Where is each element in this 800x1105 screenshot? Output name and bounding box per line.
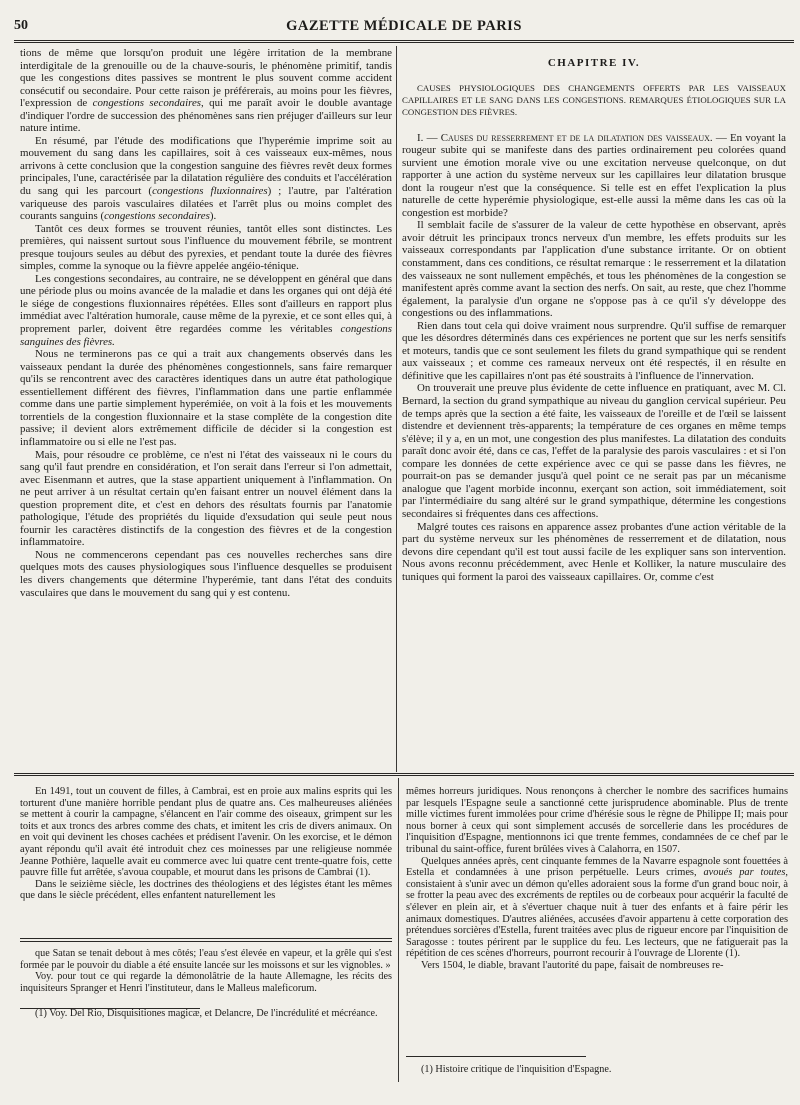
paragraph: Malgré toutes ces raisons en apparence assez probantes d'une action véritable de la part du système nerveux sur les phénomènes de resserrement et de dilatation, nous devons dire cependant qu'il est tout aussi facile de les expliquer sans son intervention. Nous avons reconnu précédemment, avec Henle et Kolliker, la nature musculaire des tuniques qui forment la paroi des vaisseaux capillaires. Or, comme c'est <box>402 520 786 583</box>
paragraph: Dans le seizième siècle, les doctrines des théologiens et des légistes étant les mêmes que dans le siècle précédent, elles enfantent naturellement les <box>20 878 392 902</box>
paragraph: En résumé, par l'étude des modifications que l'hyperémie imprime soit au mouvement du sang dans les capillaires, soit à ces vaisseaux eux-mêmes, nous arrivons à cette conclusion que la congestion sanguine des fièvres revêt deux formes principales, l'une, caractérisée par la dilatation régulière des conduits et l'accélération du sang qui les parcourt (congestions fluxionnaires) ; l'autre, par l'altération variqueuse des parois vasculaires dilatées et l'arrêt plus ou moins complet des courants sanguins (congestions secondaires). <box>20 134 392 223</box>
column-divider <box>396 46 397 772</box>
paragraph: Rien dans tout cela qui doive vraiment nous surprendre. Qu'il suffise de remarquer que les désordres déterminés dans ces expériences ne portent que sur les nerfs sensitifs et moteurs, tandis que ce sont seulement les filets du grand sympathique qui se rendent aux vaisseaux ; et comme ces rameaux nerveux ont été respectés, il en résulte en définitive que les capillaires n'ont pas été soustraits à l'influence de l'innervation. <box>402 319 786 382</box>
header-rule <box>14 40 794 43</box>
paragraph: Nous ne commencerons cependant pas ces nouvelles recherches sans dire quelques mots des causes physiologiques sous l'influence desquelles se produisent les divers changements que détermine l'hyperémie, tant dans l'état des conduits vasculaires que dans le mouvement du sang qui y est contenu. <box>20 548 392 599</box>
paragraph: mêmes horreurs juridiques. Nous renonçons à chercher le nombre des sacrifices humains par lesquels l'Espagne seule a sanctionné cette jurisprudence abominable. Plus de trente mille victimes furent immolées pour crime d'hérésie sous le règne de Philippe II; mais pour nous borner à ceux qui sont simplement accusés de sorcellerie dans les procédures de l'inquisition d'Espagne, mentionnons ici que trente femmes, condamnées de ce chef par le tribunal du saint-office, furent brûlées vives à Calahorra, en 1507. <box>406 786 788 855</box>
separator-rule <box>20 938 392 939</box>
paragraph: Les congestions secondaires, au contraire, ne se développent en général que dans une période plus ou moins avancée de la maladie et dans les organes qui ont déjà été le siége de congestions fluxionnaires répétées. Elles sont d'ailleurs en rapport plus immédiat avec l'altération humorale, cause même de la pyrexie, et ce sont elles qui, à proprement parler, doivent être regardées comme les véritables congestions sanguines des fièvres. <box>20 272 392 348</box>
journal-title: GAZETTE MÉDICALE DE PARIS <box>286 18 522 34</box>
section-heading: I. — Causes du resserrement et de la dilatation des vaisseaux. — <box>417 131 727 144</box>
paragraph: tions de même que lorsqu'on produit une légère irritation de la membrane interdigitale de la grenouille ou de la chauve-souris, le phénomène primitif, tandis que les congestions dites passives se montrent le plus souvent comme accident consécutif ou secondaire. Pour cette raison je préférerais, au moins pour les fièvres, l'expression de congestions secondaires, qui me paraît avoir le double avantage d'indiquer l'ordre de succession des phénomènes sans rien préjuger d'ailleurs sur leur nature intime. <box>20 47 392 135</box>
paragraph: Vers 1504, le diable, bravant l'autorité du pape, faisait de nombreuses re- <box>421 959 724 971</box>
paragraph: Nous ne terminerons pas ce qui a trait aux changements observés dans les vaisseaux pendant la durée des phénomènes congestionnels, sans faire remarquer qu'ils se rencontrent avec des caractères identiques dans un autre état pathologique essentiellement différent des fièvres, l'inflammation dans une partie enflammée comme dans une partie simplement hyperémiée, on voit à la fois et les mouvements torrentiels de la congestion fluxionnaire et la stase complète de la congestion dite passive; il devient alors extrêmement difficile de décider si la congestion est inflammatoire ou si elle ne l'est pas. <box>20 348 392 448</box>
left-column <box>20 47 392 769</box>
footnote: (1) Histoire critique de l'inquisition d'Espagne. <box>421 1064 612 1075</box>
footnote-rule <box>20 1008 200 1009</box>
feuilleton-left <box>20 786 392 928</box>
footnote-right <box>406 1064 788 1076</box>
page-number: 50 <box>14 18 28 33</box>
quote: que Satan se tenait debout à mes côtés; l'eau s'est élevée en vapeur, et la grêle qui s'est formée par le pouvoir du diable a été ensuite lancée sur les moissons et sur les vignobles. » <box>20 948 392 971</box>
paragraph: Mais, pour résoudre ce problème, ce n'est ni l'état des vaisseaux ni le cours du sang qu'il faut prendre en considération, et l'on serait dans l'erreur si l'on admettait, avec Eisenmann et autres, que la stase appartient uniquement à l'inflammation. On ne peut arriver à un résultat certain qu'en faisant entrer un nouvel élément dans la question proprement dite, et c'est en dehors des résultats fournis par l'anatomie pathologique, l'étude des propriétés du liquide d'exsudation qui seule peut nous fournir les caractères distinctifs de la congestion des fièvres et de la congestion inflammatoire. <box>20 448 392 549</box>
paragraph: En 1491, tout un couvent de filles, à Cambrai, est en proie aux malins esprits qui les torturent d'une manière horrible pendant plus de quatre ans. Ces malheureuses aliénées se mettent à courir la campagne, s'élancent en l'air comme des oiseaux, grimpent sur les toits et aux troncs des arbres comme des chats, et imitent les cris de divers animaux. On en voit qui devinent les choses cachées et prédisent l'avenir. On les exorcise, et le démon ayant répondu qu'il avait été introduit chez ces moinesses par une religieuse nommée Jeanne Pothière, laquelle avait eu commerce avec lui quatre cent trente-quatre fois, cette pauvre fille fut arrêtée, s'avoua coupable, et mourut dans les prisons de Cambrai (1). <box>20 786 392 879</box>
paragraph: Tantôt ces deux formes se trouvent réunies, tantôt elles sont distinctes. Les premières, qui naissent surtout sous l'influence du mouvement fébrile, se montrent presque toujours seules au début des pyrexies, et pendant toute la durée des fièvres simples, comme la synoque ou la fièvre appelée angéio-ténique. <box>20 222 392 273</box>
page-header <box>14 18 794 38</box>
paragraph: On trouverait une preuve plus évidente de cette influence en pratiquant, avec M. Cl. Bernard, la section du grand sympathique au niveau du ganglion cervical supérieur. Peu de temps après que la section a été faite, les vaisseaux de l'oreille et de l'œil se laissent distendre et deviennent très-apparents; la température de ces organes en même temps s'élève; il y a, en un mot, une congestion des plus manifestes. La dilatation des conduits paraît donc avoir été, dans ce cas, l'effet de la paralysie des parois vasculaires : et si l'on compare les données de cette expérience avec ce qui se passe dans les fièvres, ne pourrait-on pas se demander jusqu'à quel point ce ne serait pas par un mécanisme analogue que l'agent morbide inconnu, exerçant son action, soit immédiatement, soit par l'intermédiaire du sang altéré sur le grand sympathique, détermine les congestions secondaires si fréquentes dans ces affections. <box>402 382 786 520</box>
quote: Voy. pour tout ce qui regarde la démonolâtrie de la haute Allemagne, les récits des inquisiteurs Spranger et Henri l'instituteur, dans le Malleus maleficorum. <box>20 971 392 994</box>
feuilleton-right <box>406 786 788 1048</box>
chapter-summary: CAUSES PHYSIOLOGIQUES DES CHANGEMENTS OFFERTS PAR LES VAISSEAUX CAPILLAIRES ET LE SANG DANS LES CONGESTIONS. REMARQUES ÉTIOLOGIQUES SUR LA CONGESTION DES FIÈVRES. <box>402 82 786 117</box>
column-divider <box>398 778 399 1082</box>
right-column <box>402 47 786 769</box>
paragraph: Quelques années après, cent cinquante femmes de la Navarre espagnole sont fouettées à Estella et condamnées à une prison perpétuelle. Leurs crimes, avoués par toutes, consistaient à s'unir avec un démon qu'elles adoraient sous la forme d'un grand bouc noir, à se frotter la peau avec des excréments de reptiles ou de corbeaux pour acquérir la faculté de s'élever en plein air, et à s'évertuer chaque nuit à tuer des enfants et à faire périr les animaux domestiques. D'autres aliénées, accusées d'avoir appartenu à cette corporation des prétendues sorcières d'Estella, furent traitées avec plus de rigueur encore par l'inquisition de Saragosse : toutes périrent par le supplice du feu. Les lecteurs, que ne fatiguerait pas la répétition de ces scènes d'horreurs, pourront recourir à l'ouvrage de Llorente (1). <box>406 855 788 960</box>
feuilleton-rule <box>14 773 794 776</box>
paragraph: I. — Causes du resserrement et de la dilatation des vaisseaux. — En voyant la rougeur subite qui se manifeste dans des parties ordinairement peu colorées quand survient une émotion morale vive ou une excitation nerveuse quelconque, on dut rapporter à une action du système nerveux sur les capillaires leur dilatation brusque dont la rougeur n'est que la conséquence. Si telle est en effet l'explication la plus naturelle de cette hyperémie physiologique, est-elle aussi la même dans les cas où la congestion est morbide? <box>402 131 786 219</box>
footnote-rule <box>406 1056 586 1057</box>
feuilleton-left-notes <box>20 948 392 1084</box>
separator-rule <box>20 941 392 942</box>
footnote: (1) Voy. Del Rio, Disquisitiones magicæ, et Delancre, De l'incrédulité et mécréance. <box>35 1008 378 1019</box>
paragraph: Il semblait facile de s'assurer de la valeur de cette hypothèse en observant, après avoir détruit les principaux troncs nerveux d'un membre, les effets produits sur les vaisseaux correspondants par l'application d'une substance irritante. Or on obtient constamment, dans ces conditions, ce résultat remarque : le resserrement et la dilatation des vaisseaux ne sont nullement empêchés, et tous les phénomènes de la congestion se manifestent après comme avant la section des nerfs. On sait, au reste, que chez l'homme également, la paralysie d'un organe ne s'oppose pas à ce qu'il s'y développe des congestions ou des inflammations. <box>402 219 786 320</box>
chapter-heading: CHAPITRE IV. <box>547 57 641 69</box>
